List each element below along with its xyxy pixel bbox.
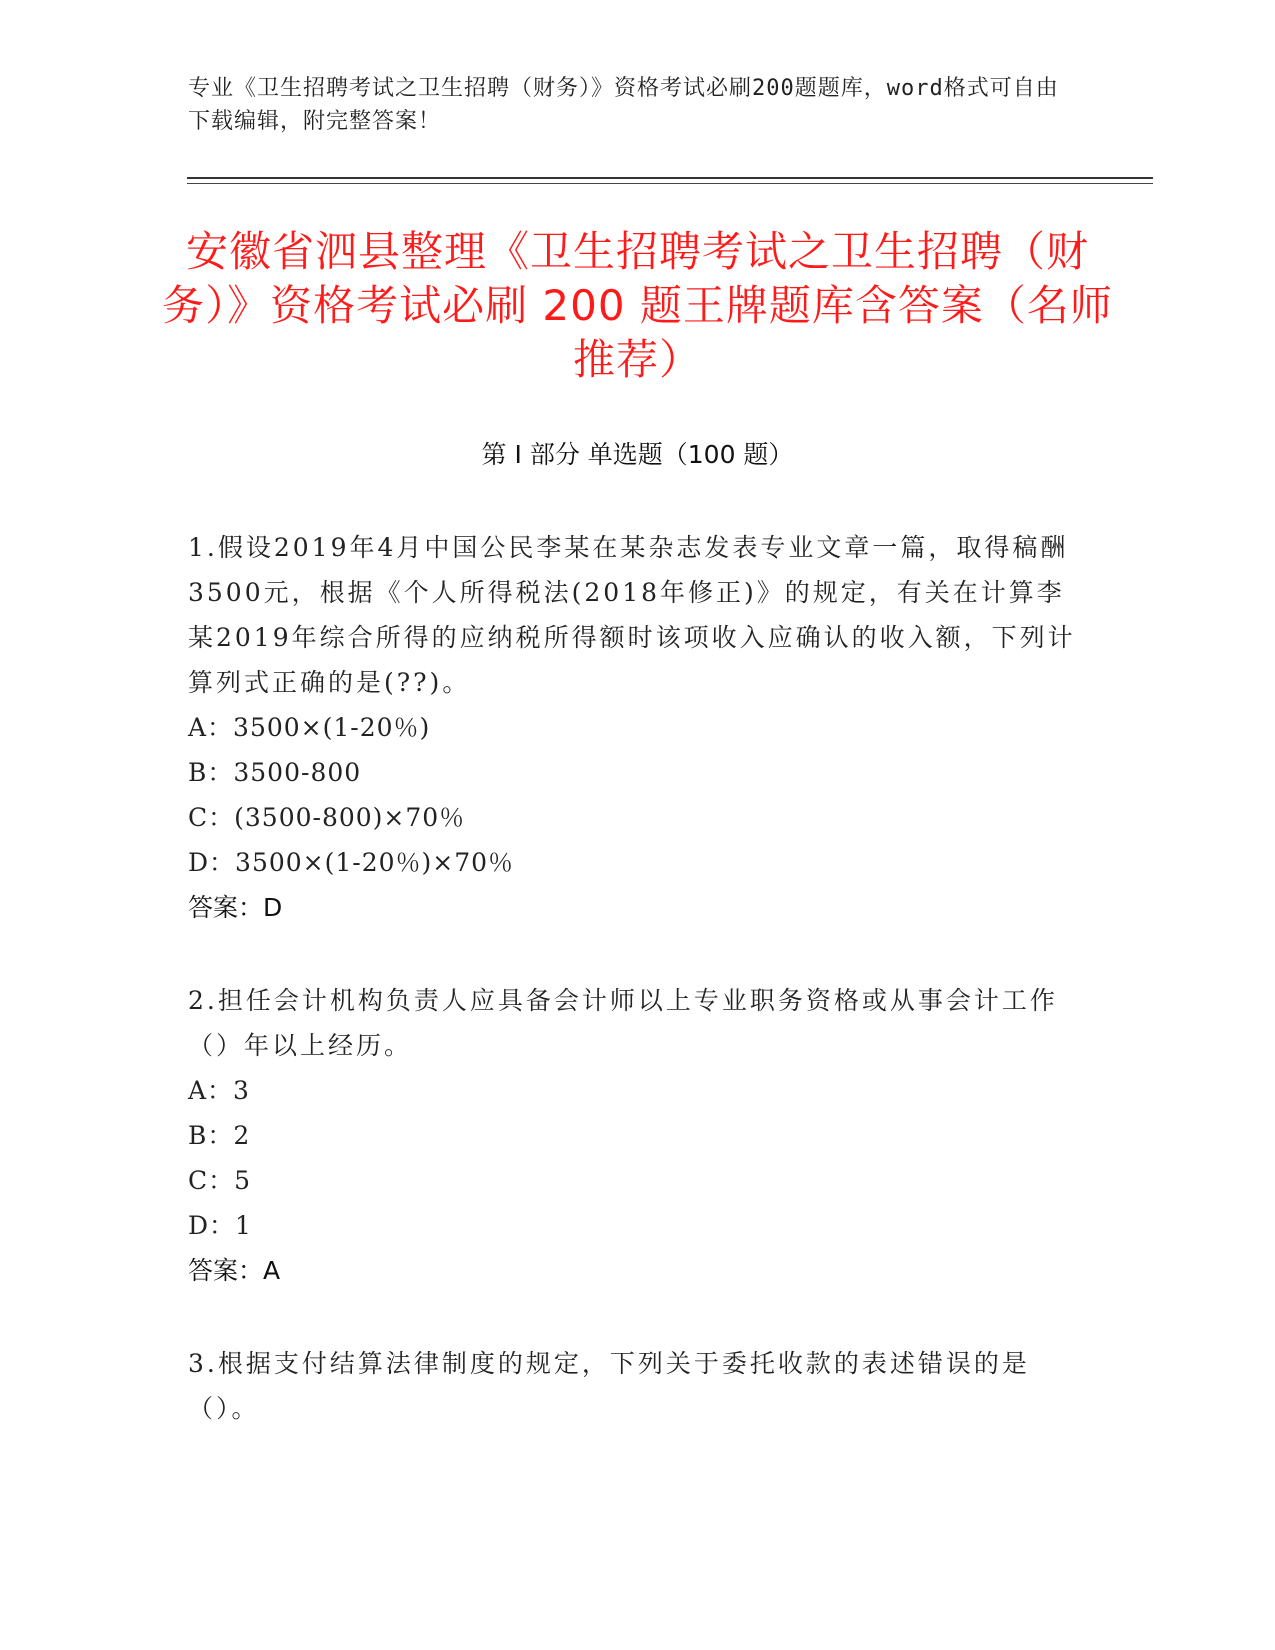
option-d: D：1 <box>188 1211 252 1240</box>
option-c: C：(3500-800)×70％ <box>188 803 466 832</box>
question-gap <box>188 1321 1083 1341</box>
option-b: B：2 <box>188 1121 251 1150</box>
option-d: D：3500×(1-20％)×70％ <box>188 848 515 877</box>
option-a: A：3500×(1-20％) <box>188 713 431 742</box>
answer-line: 答案：A <box>188 1256 281 1285</box>
header-rule-thin <box>187 183 1153 184</box>
option-list <box>188 1068 1083 1248</box>
header-note: 专业《卫生招聘考试之卫生招聘（财务）》资格考试必刷200题题库，word格式可自由下载编辑，附完整答案！ <box>188 76 1059 134</box>
option-a: A：3 <box>188 1076 250 1105</box>
option-b: B：3500-800 <box>188 758 362 787</box>
header-rule-thick <box>187 177 1153 179</box>
question-list <box>188 525 1083 1459</box>
question-1 <box>188 525 1083 930</box>
question-stem: 1.假设2019年4月中国公民李某在某杂志发表专业文章一篇，取得稿酬3500元，根据《个人所得税法(2018年修正)》的规定，有关在计算李某2019年综合所得的应纳税所得额时该项收入应确认的收入额，下列计算列式正确的是(??)。 <box>188 533 1076 697</box>
question-2 <box>188 978 1083 1293</box>
question-stem: 3.根据支付结算法律制度的规定，下列关于委托收款的表述错误的是（）。 <box>188 1349 1030 1423</box>
option-list <box>188 705 1083 885</box>
question-3 <box>188 1341 1083 1431</box>
answer-line: 答案：D <box>188 893 283 922</box>
document-title: 安徽省泗县整理《卫生招聘考试之卫生招聘（财务）》资格考试必刷 200 题王牌题库含答案（名师推荐） <box>162 227 1113 384</box>
question-stem: 2.担任会计机构负责人应具备会计师以上专业职务资格或从事会计工作（）年以上经历。 <box>188 986 1058 1060</box>
section-title: 第 I 部分 单选题（100 题） <box>481 440 794 469</box>
option-c: C：5 <box>188 1166 252 1195</box>
question-gap <box>188 958 1083 978</box>
